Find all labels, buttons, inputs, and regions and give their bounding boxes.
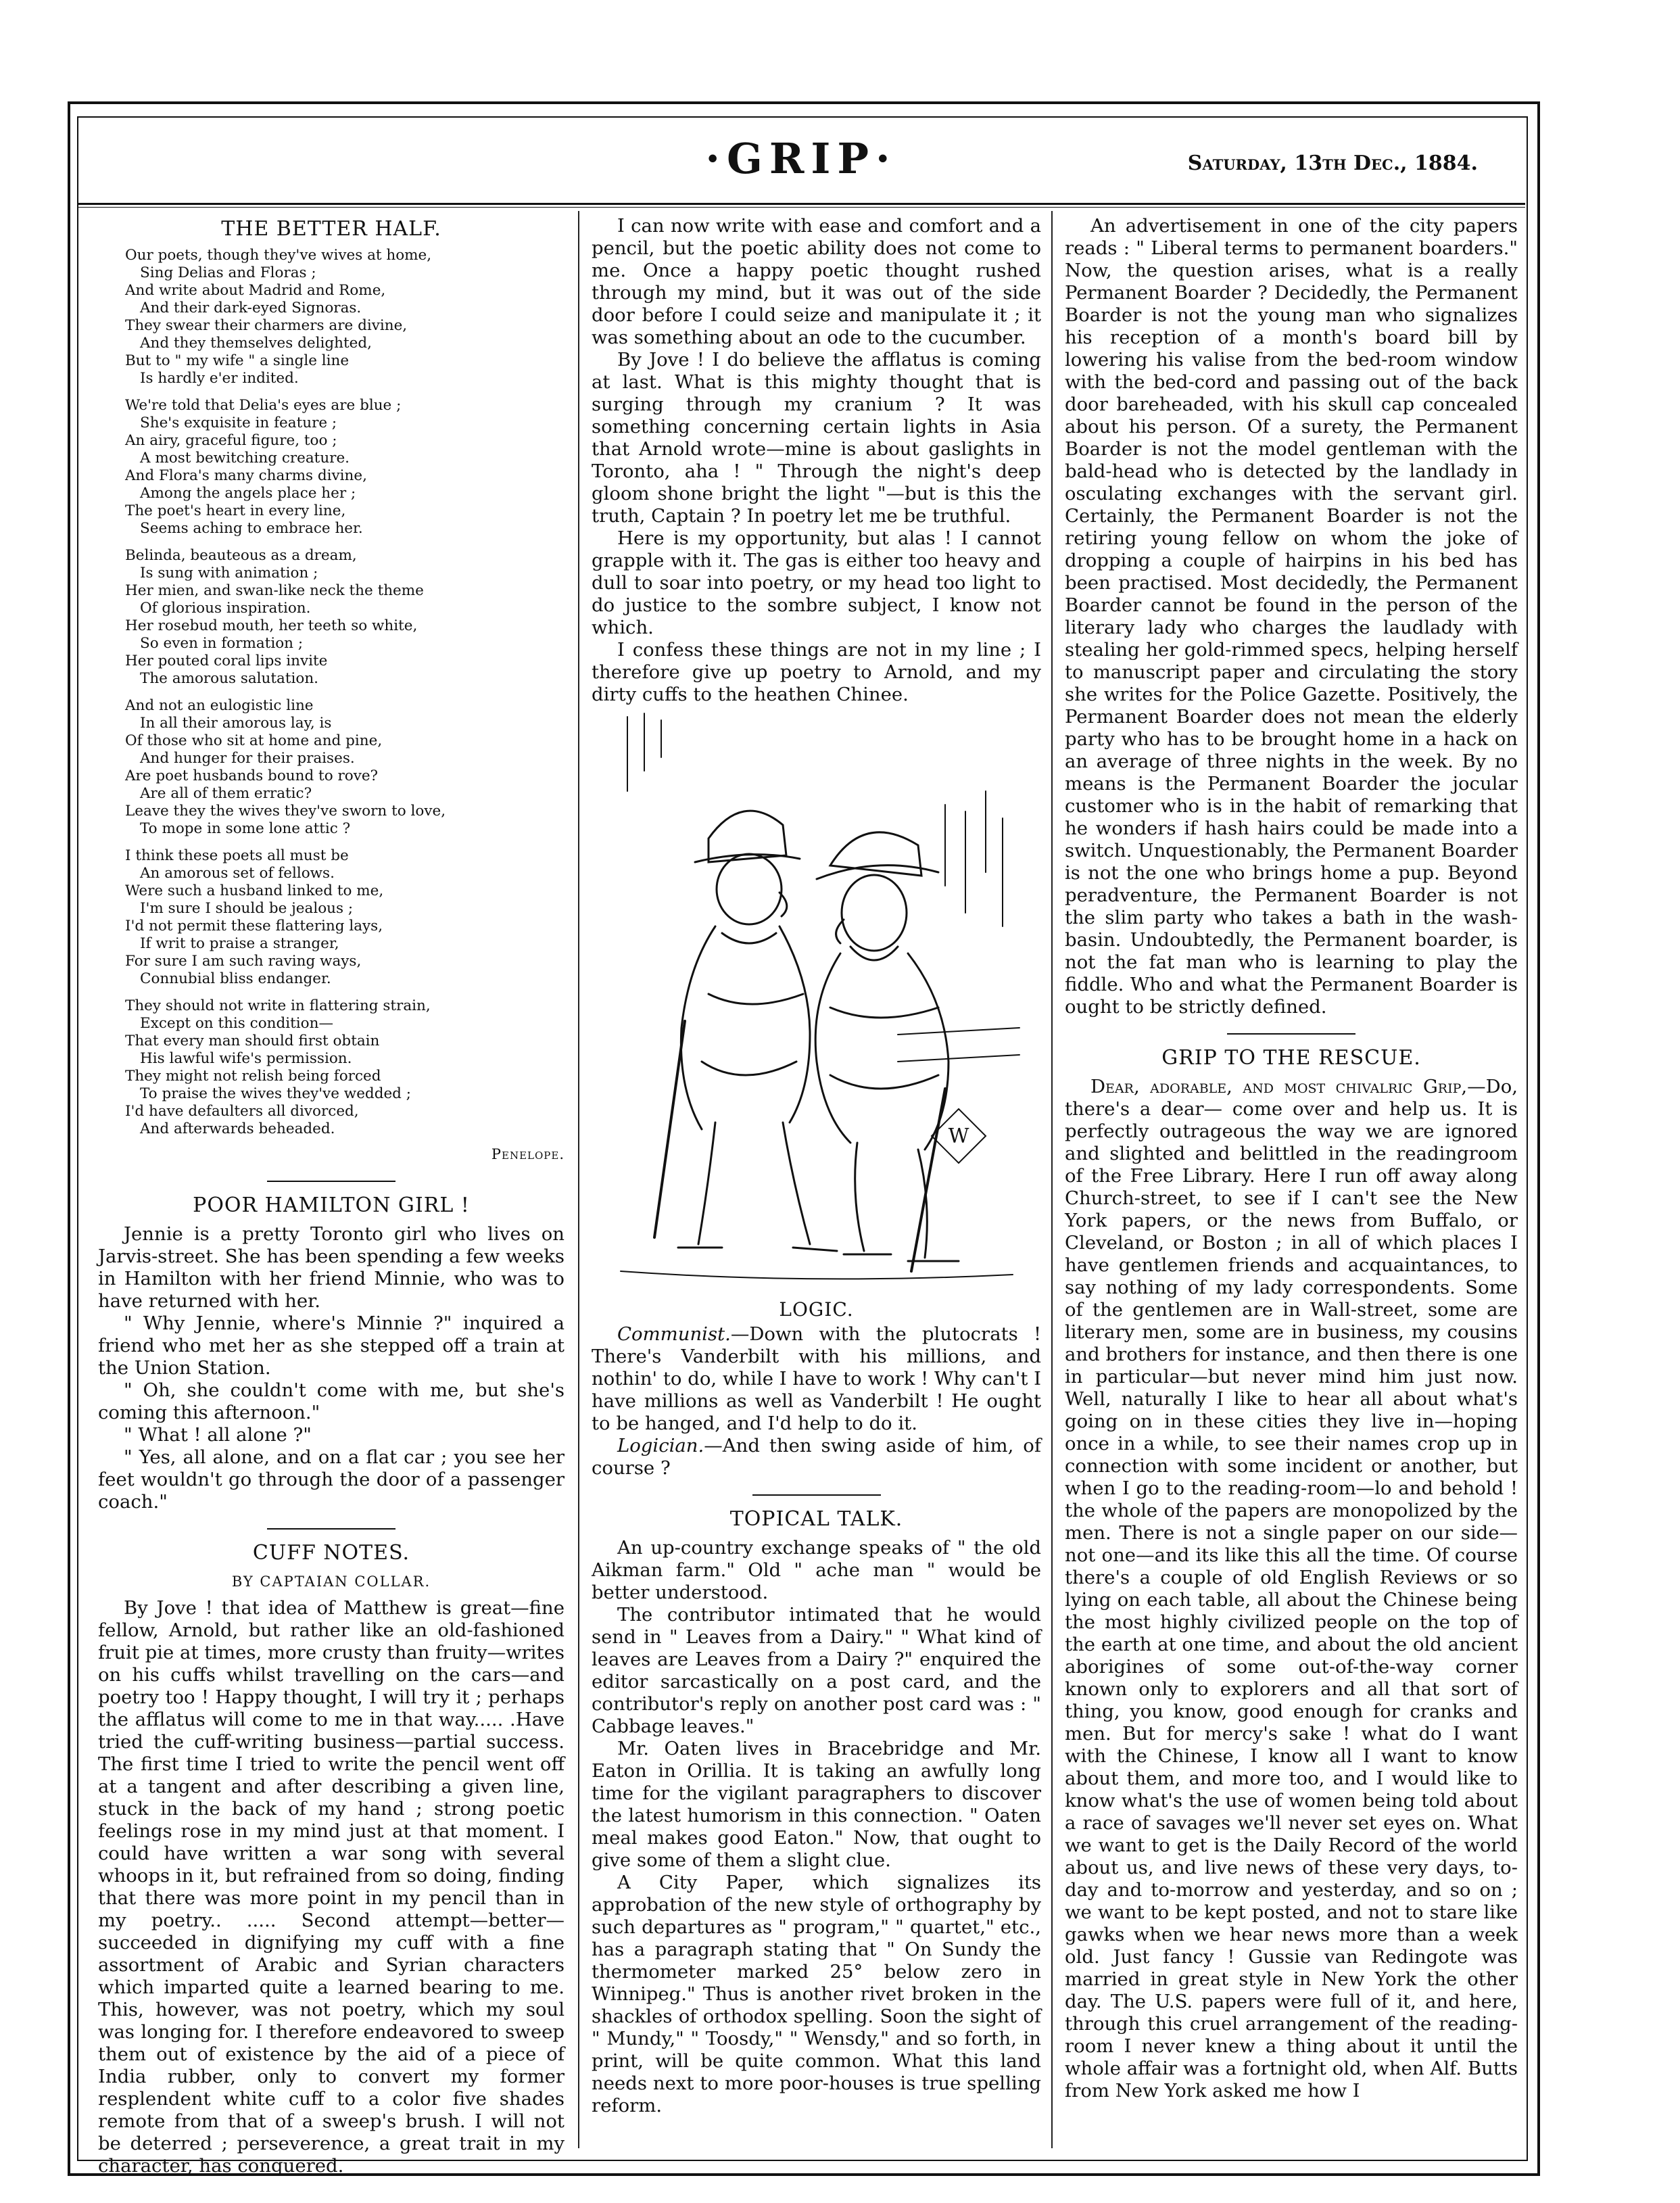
poem-line: An airy, graceful figure, too ; — [125, 432, 337, 449]
poem-line: Are all of them erratic? — [140, 785, 312, 802]
column-3 — [1065, 215, 1518, 2102]
dialogue-line — [592, 1435, 1041, 1479]
cartoon-illustration — [607, 710, 1026, 1292]
poem-line: Leave they the wives they've sworn to love, — [125, 803, 446, 820]
poem-line: They swear their charmers are divine, — [125, 317, 408, 334]
paragraph: I can now write with ease and comfort and a pencil, but the poetic ability does not come to me. Once a happy poetic thought rushed through my mind, but it was out of the side door before I could seize and manipulate it ; it was something about an ode to the cucumber. — [592, 215, 1041, 348]
poem-body — [98, 247, 565, 1138]
poem-line: Connubial bliss endanger. — [140, 970, 331, 987]
column-divider-1 — [578, 211, 579, 2148]
poem-line: If writ to praise a stranger, — [140, 935, 339, 952]
letter-text: —Do, there's a dear— come over and help us. It is perfectly outrageous the way we are ignored and slighted and belittled in the readingroom of the Free Library. Here I run off away along Church-street, to see if I can't see the New York papers, or the news from Buffalo, or Cleveland, or Boston ; in all of which places I have gentlemen friends and acquaintances, to say nothing of my lady correspondents. Some of the gentlemen are in Wall-street, some are literary men, some are in business, my cousins and brothers for instance, and then there is one in particular—but never mind him just now. Well, naturally I like to hear all about what's going on in these cities they live in—hoping once in a while, to see their names crop up in connection with some incident or another, but when I go to the reading-room—lo and behold ! the whole of the papers are monopolized by the men. There is not a single paper on our side—not one—and its like this all the time. Of course there's a couple of old English Reviews or so lying on each table, all about the Chinese being the most highly civilized people on the top of the earth at one time, and about the old ancient aborigines of some out-of-the-way corner known only to explorers and all that sort of thing, you know, good enough for cranks and men. But for mercy's sake ! what do I want with the Chinese, I know all I want to know about them, and more too, and I would like to know what's the use of women being told about a race of savages we'll never set eyes on. What we want to get is the Daily Record of the world about us, and live news of these very days, to-day and to-morrow and yesterday, and so on ; we want to be kept posted, and not to stare like gawks when we hear news more than a week old. Just fancy ! Gussie van Redingote was married in great style in New York the other day. The U.S. papers were full of it, and here, through this cruel arrangement of the reading-room I never knew a thing about it until the whole affair was a fortnight old, when Alf. Butts from New York asked me how I — [1065, 1076, 1518, 2102]
poem-line: Is sung with animation ; — [140, 565, 318, 582]
poem-line: Is hardly e'er indited. — [140, 370, 299, 387]
paragraph: A City Paper, which signalizes its approbation of the new style of orthography by such departures as " program," " quartet," etc., has a paragraph stating that " On Sundy the thermometer marked 25° below zero in Winnipeg." Thus is another rivet broken in the shackles of orthodox spelling. Soon the sight of " Mundy," " Toosdy," " Wensdy," and so forth, in print, will be quite common. What this land needs next to more poor-houses is true spelling reform. — [592, 1872, 1041, 2116]
salutation: Dear, adorable, and most chivalric Grip, — [1090, 1076, 1468, 1097]
poem-line: The amorous salutation. — [140, 670, 319, 687]
poem-stanza — [125, 397, 565, 538]
poem-line: Are poet husbands bound to rove? — [125, 767, 379, 784]
poem-line: And write about Madrid and Rome, — [125, 282, 386, 299]
poem-line: In all their amorous lay, is — [140, 715, 332, 732]
poem-line: And Flora's many charms divine, — [125, 467, 367, 484]
separator — [267, 1528, 395, 1530]
masthead-rule-thin — [77, 207, 1525, 208]
poem-line: And afterwards beheaded. — [140, 1120, 335, 1137]
poem-line: The poet's heart in every line, — [125, 502, 346, 519]
column-2 — [592, 215, 1041, 2117]
poem-line: But to " my wife " a single line — [125, 352, 350, 369]
column-divider-2 — [1051, 211, 1053, 2148]
poem-line: An amorous set of fellows. — [140, 865, 335, 882]
poem-line: They should not write in flattering strain, — [125, 997, 431, 1014]
paragraph: I confess these things are not in my line ; I therefore give up poetry to Arnold, and my dirty cuffs to the heathen Chinee. — [592, 639, 1041, 705]
paragraph — [1065, 1076, 1518, 2102]
cartoon-caption-title: LOGIC. — [779, 1298, 854, 1321]
paragraph: Jennie is a pretty Toronto girl who lives on Jarvis-street. She has been spending a few weeks in Hamilton with her friend Minnie, who was to have returned with her. — [98, 1223, 565, 1312]
poem-line: Were such a husband linked to me, — [125, 882, 384, 899]
speaker: Communist. — [617, 1323, 731, 1345]
masthead-rule — [77, 203, 1525, 205]
article-cuff-notes — [98, 1542, 565, 2177]
poem-title: THE BETTER HALF. — [221, 217, 441, 241]
byline: BY CAPTAIAN COLLAR. — [231, 1573, 431, 1590]
poem-line: So even in formation ; — [140, 635, 304, 652]
article-title: TOPICAL TALK. — [729, 1507, 903, 1531]
article-title: GRIP TO THE RESCUE. — [1161, 1046, 1421, 1070]
poem-line: Among the angels place her ; — [140, 485, 356, 502]
paragraph: By Jove ! that idea of Matthew is great—fine fellow, Arnold, but rather like an old-fashioned fruit pie at times, more crusty than fruity—writes on his cuffs whilst travelling on the cars—and poetry too ! Happy thought, I will try it ; perhaps the afflatus will come to me in that way..... .Have tried the cuff-writing business—partial success. The first time I tried to write the pencil went off at a tangent and after describing a given line, stuck in the back of my hand ; strong poetic feelings rose in my mind just at that moment. I could have written a war song with several whoops in it, but refrained from so doing, finding that there was more point in my pencil than in my poetry.. ..... Second attempt—better—succeeded in dignifying my cuff with a fine assortment of Arabic and Syrian characters which imparted quite a learned bearing to me. This, however, was not poetry, which my soul was longing for. I therefore endeavored to sweep them out of existence by the aid of a piece of India rubber, only to convert my former resplendent white cuff to a color five shades remote from that of a sweep's brush. I will not be deterred ; perseverence, a great trait in my character, has conquered. — [98, 1597, 565, 2177]
column-1 — [98, 215, 565, 2177]
paragraph: " Oh, she couldn't come with me, but she's coming this afternoon." — [98, 1379, 565, 1423]
article-grip-to-the-rescue — [1065, 1047, 1518, 2102]
poem-line: To praise the wives they've wedded ; — [140, 1085, 412, 1102]
poem-line: For sure I am such raving ways, — [125, 953, 362, 970]
paragraph: Here is my opportunity, but alas ! I cannot grapple with it. The gas is either too heavy and dull to soar into poetry, or my head too light to do justice to the sombre subject, I know not which. — [592, 527, 1041, 638]
poem-stanza — [125, 997, 565, 1138]
poem-line: Except on this condition— — [140, 1015, 333, 1032]
separator — [1227, 1033, 1355, 1035]
poem-line: And hunger for their praises. — [140, 750, 355, 767]
masthead-title: ·GRIP· — [705, 134, 897, 183]
dialogue-text: —And then swing aside of him, of course ? — [592, 1435, 1041, 1479]
article-title: POOR HAMILTON GIRL ! — [193, 1193, 470, 1217]
poem-line: Sing Delias and Floras ; — [140, 264, 316, 281]
paragraph: By Jove ! I do believe the afflatus is coming at last. What is this mighty thought that is surging through my cranium ? It was something concerning certain lights in Asia that Arnold wrote—mine is about gaslights in Toronto, aha ! " Through the night's deep gloom shone bright the light "—but is this the truth, Captain ? In poetry let me be truthful. — [592, 349, 1041, 527]
poem-line: They might not relish being forced — [125, 1068, 381, 1085]
article-topical-talk — [592, 1508, 1041, 2117]
paragraph: An advertisement in one of the city papers reads : " Liberal terms to permanent boarders." Now, the question arises, what is a really Permanent Boarder ? Decidedly, the Permanent Boarder is not the young man who signalizes his reception of a month's board bill by lowering his valise from the bed-room window with the bed-cord and passing out of the back door bareheaded, with his skull cap concealed about his person. Of a surety, the Permanent Boarder is not the model gentleman with the bald-head who is detected by the landlady in osculating exchanges with the servant girl. Certainly, the Permanent Boarder is not the retiring young fellow on whom the joke of dropping a couple of hairpins in his bed has been practised. Most decidedly, the Permanent Boarder cannot be found in the person of the literary lady who charges the laudlady with stealing her gold-rimmed specs, helping herself to manuscript paper and circulating the story she writes for the Police Gazette. Positively, the Permanent Boarder does not mean the elderly party who has to be brought home in a hack on an average of three nights in the week. By no means is the Permanent Boarder the jocular customer who is in the habit of remarking that he wonders if hash hairs could be made into a switch. Unquestionably, the Permanent Boarder is not the one who brings home a pup. Beyond peradventure, the Permanent Boarder is not the slim party who takes a bath in the wash-basin. Undoubtedly, the Permanent boarder, is not the fat man who is learning to play the fiddle. Who and what the Permanent Boarder is ought to be strictly defined. — [1065, 215, 1518, 1018]
poem-stanza — [125, 247, 565, 387]
dialogue-line — [592, 1323, 1041, 1435]
speaker: Logician. — [617, 1435, 704, 1456]
poem-line: Of glorious inspiration. — [140, 600, 311, 617]
article-title: CUFF NOTES. — [252, 1541, 410, 1565]
poem-the-better-half — [98, 218, 565, 1166]
poem-line: I'd not permit these flattering lays, — [125, 918, 383, 934]
cartoon-monogram: W — [948, 1124, 969, 1148]
poem-stanza — [125, 697, 565, 838]
paragraph: The contributor intimated that he would send in " Leaves from a Dairy." " What kind of leaves are Leaves from a Dairy ?" enquired the editor sarcastically on a post card, and the contributor's reply on another post card was : " Cabbage leaves." — [592, 1604, 1041, 1737]
paragraph: " Yes, all alone, and on a flat car ; you see her feet wouldn't go through the door of a passenger coach." — [98, 1446, 565, 1513]
issue-date: Saturday, 13th Dec., 1884. — [1187, 151, 1478, 175]
paragraph: " Why Jennie, where's Minnie ?" inquired a friend who met her as she stepped off a train at the Union Station. — [98, 1312, 565, 1379]
poem-line: His lawful wife's permission. — [140, 1050, 352, 1067]
poem-signature: Penelope. — [491, 1146, 565, 1162]
poem-stanza — [125, 547, 565, 688]
poem-line: Our poets, though they've wives at home, — [125, 247, 432, 264]
poem-line: Her rosebud mouth, her teeth so white, — [125, 617, 418, 634]
paragraph: " What ! all alone ?" — [124, 1424, 312, 1446]
poem-line: Belinda, beauteous as a dream, — [125, 547, 357, 564]
poem-line: I'd have defaulters all divorced, — [125, 1103, 359, 1120]
poem-line: I'm sure I should be jealous ; — [140, 900, 354, 917]
paragraph: Mr. Oaten lives in Bracebridge and Mr. Eaton in Orillia. It is taking an awfully long time for the vigilant paragraphers to discover the latest humorism in this connection. " Oaten meal makes good Eaton." Now, that ought to give some of them a slight clue. — [592, 1738, 1041, 1871]
poem-line: Of those who sit at home and pine, — [125, 732, 383, 749]
poem-line: I think these poets all must be — [125, 847, 349, 864]
paragraph: An up-country exchange speaks of " the old Aikman farm." Old " ache man " would be better understood. — [592, 1537, 1041, 1603]
article-permanent-boarder — [1065, 215, 1518, 1018]
poem-line: We're told that Delia's eyes are blue ; — [125, 397, 402, 414]
article-poor-hamilton-girl — [98, 1194, 565, 1513]
poem-line: Seems aching to embrace her. — [140, 520, 363, 537]
poem-line: That every man should first obtain — [125, 1033, 380, 1049]
poem-line: And not an eulogistic line — [125, 697, 314, 714]
poem-line: And they themselves delighted, — [140, 335, 372, 352]
poem-line: Her mien, and swan-like neck the theme — [125, 582, 424, 599]
separator — [752, 1494, 881, 1496]
poem-stanza — [125, 847, 565, 988]
poem-line: Her pouted coral lips invite — [125, 653, 328, 669]
poem-line: A most bewitching creature. — [140, 450, 350, 467]
dialogue-text: —Down with the plutocrats ! There's Vanderbilt with his millions, and nothin' to do, while I have to work ! Why can't I have millions as well as Vanderbilt ! He ought to be hanged, and I'd help to do it. — [592, 1323, 1041, 1434]
poem-line: To mope in some lone attic ? — [140, 820, 351, 837]
separator — [267, 1181, 395, 1182]
masthead — [77, 127, 1525, 202]
poem-line: She's exquisite in feature ; — [140, 414, 337, 431]
poem-line: And their dark-eyed Signoras. — [140, 300, 362, 316]
